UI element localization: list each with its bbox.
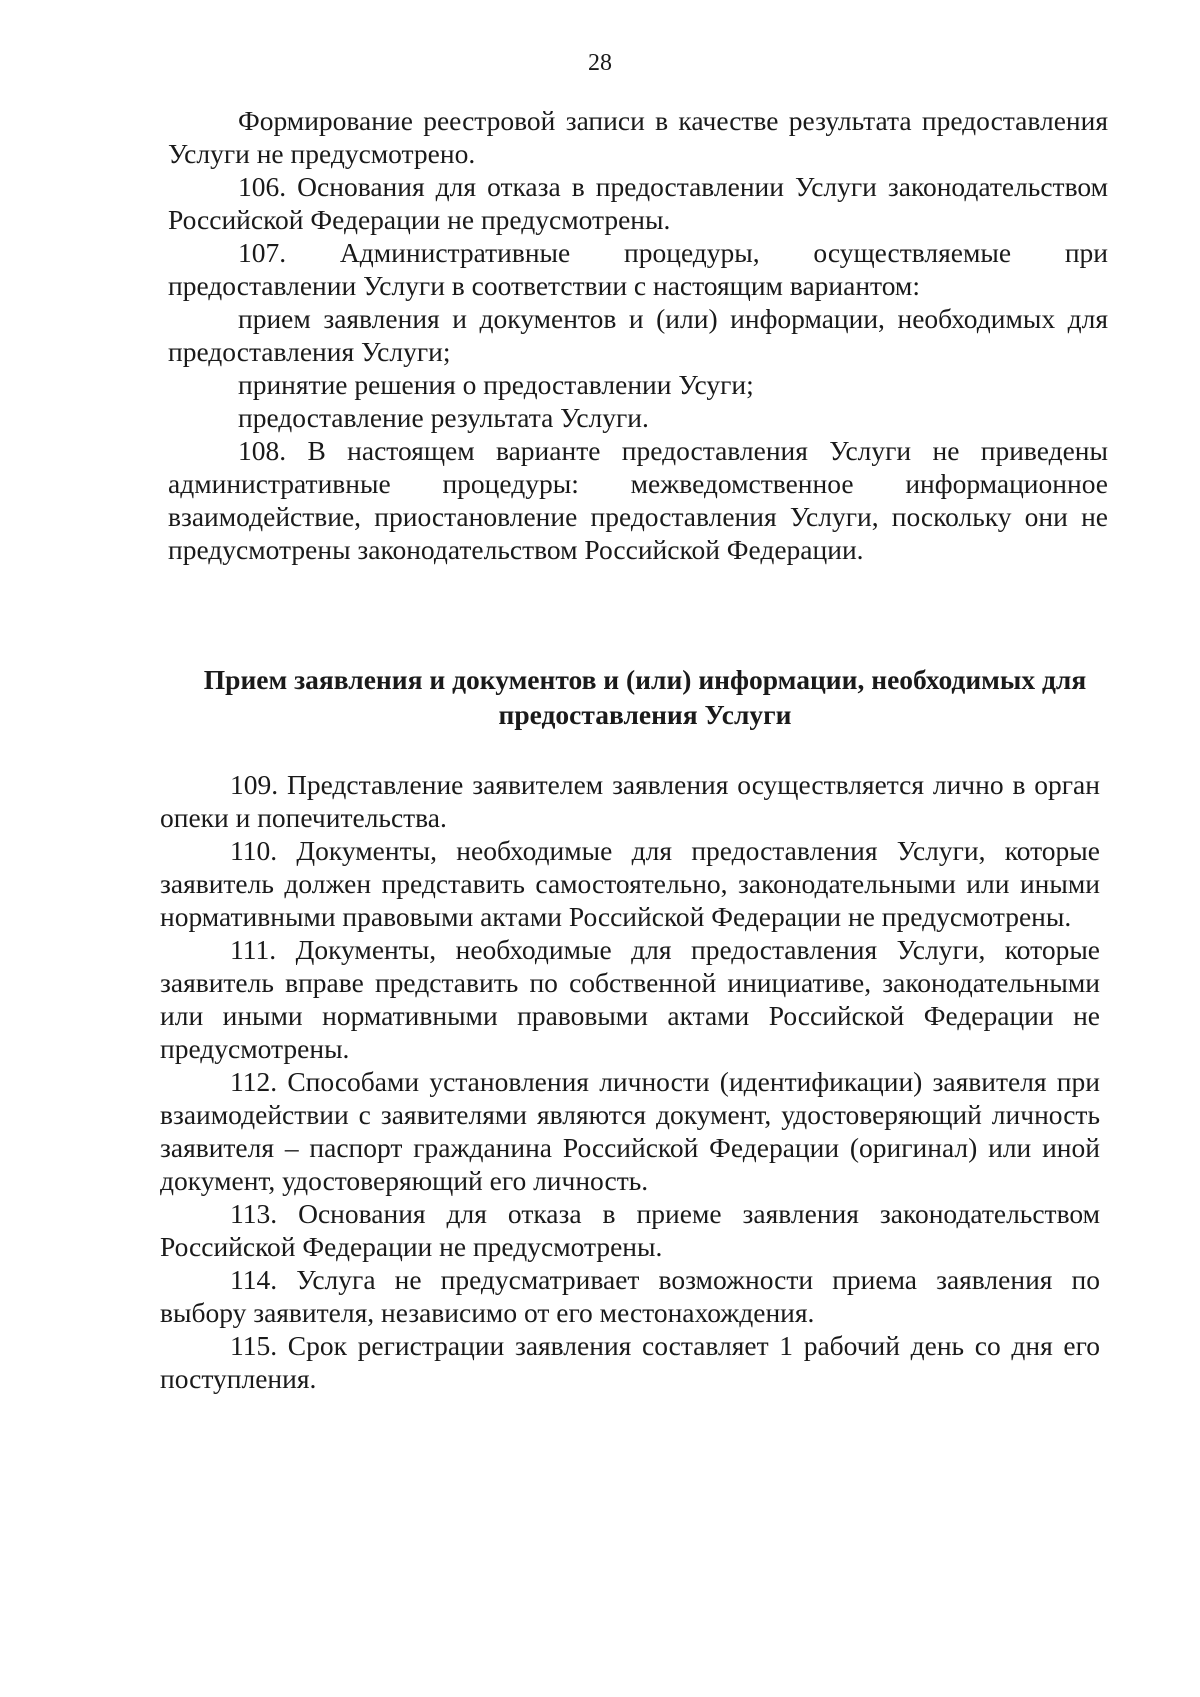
section-heading: Прием заявления и документов и (или) информации, необходимых для предоставления Услуги [203, 664, 1087, 730]
paragraph-110: 110. Документы, необходимые для предоставления Услуги, которые заявитель должен представить самостоятельно, законодательными или иными нормативными правовыми актами Российской Федерации не предусмотрены. [160, 835, 1100, 932]
paragraph-registry-record: Формирование реестровой записи в качестве результата предоставления Услуги не предусмотрено. [168, 105, 1108, 169]
page-number: 28 [588, 50, 612, 76]
paragraph-107-item-3: предоставление результата Услуги. [238, 402, 649, 433]
paragraph-111: 111. Документы, необходимые для предоставления Услуги, которые заявитель вправе представить по собственной инициативе, законодательными или иными нормативными правовыми актами Российской Федерации не предусмотрены. [160, 934, 1100, 1064]
paragraph-109: 109. Представление заявителем заявления осуществляется лично в орган опеки и попечительства. [160, 769, 1100, 833]
top-text-block [168, 104, 1108, 566]
paragraph-107-item-1: прием заявления и документов и (или) информации, необходимых для предоставления Услуги; [168, 303, 1108, 367]
paragraph-115: 115. Срок регистрации заявления составляет 1 рабочий день со дня его поступления. [160, 1330, 1100, 1394]
paragraph-106: 106. Основания для отказа в предоставлении Услуги законодательством Российской Федерации не предусмотрены. [168, 171, 1108, 235]
section-text-block [160, 768, 1100, 1395]
paragraph-114: 114. Услуга не предусматривает возможности приема заявления по выбору заявителя, независимо от его местонахождения. [160, 1264, 1100, 1328]
paragraph-107: 107. Административные процедуры, осуществляемые при предоставлении Услуги в соответствии с настоящим вариантом: [168, 237, 1108, 301]
paragraph-112: 112. Способами установления личности (идентификации) заявителя при взаимодействии с заявителями являются документ, удостоверяющий личность заявителя – паспорт гражданина Российской Федерации (оригинал) или иной документ, удостоверяющий его личность. [160, 1066, 1100, 1196]
paragraph-108: 108. В настоящем варианте предоставления Услуги не приведены административные процедуры: межведомственное информационное взаимодействие, приостановление предоставления Услуги, поскольку они не предусмотрены законодательством Российской Федерации. [168, 435, 1108, 565]
paragraph-113: 113. Основания для отказа в приеме заявления законодательством Российской Федерации не предусмотрены. [160, 1198, 1100, 1262]
paragraph-107-item-2: принятие решения о предоставлении Усуги; [238, 369, 754, 400]
